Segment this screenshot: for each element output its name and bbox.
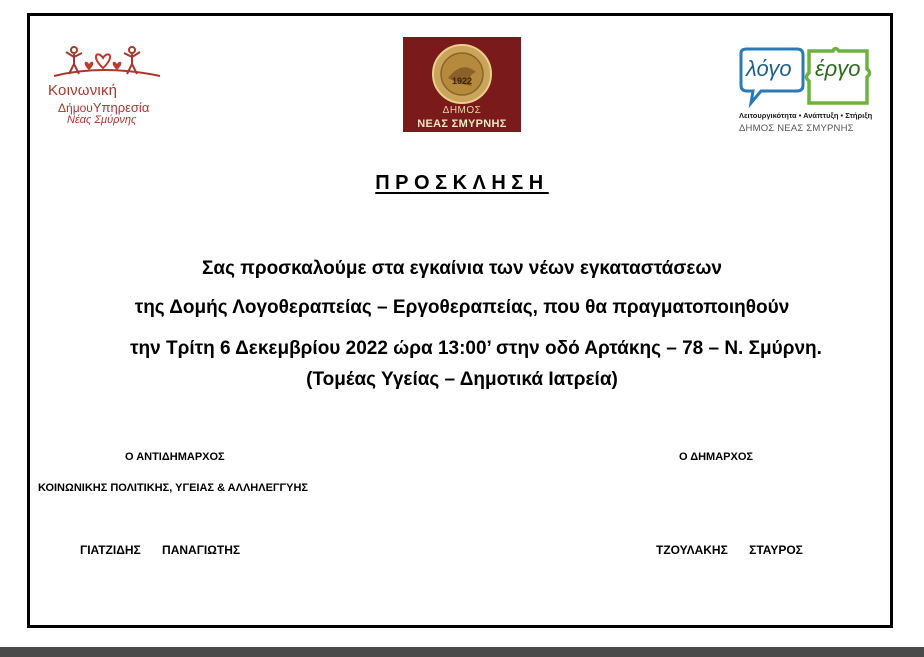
body-line-4: (Τομέας Υγείας – Δημοτικά Ιατρεία) [306, 369, 618, 390]
municipality-logo-line1: ΔΗΜΟΣ [442, 105, 482, 116]
logoergo-word1: λόγο [746, 56, 792, 81]
social-service-logo [42, 44, 174, 128]
vice-mayor-title: Ο ΑΝΤΙΔΗΜΑΡΧΟΣ [125, 451, 225, 463]
people-hearts-icon [52, 44, 162, 82]
social-logo-line1: Κοινωνική [48, 82, 118, 99]
municipality-logo [403, 37, 521, 132]
seal-year: 1922 [451, 76, 473, 86]
logoergo-logo [735, 47, 875, 139]
body-line-3: την Τρίτη 6 Δεκεμβρίου 2022 ώρα 13:00’ στην οδό Αρτάκης – 78 – Ν. Σμύρνη. [130, 338, 822, 359]
vice-mayor-name: ΓΙΑΤΖΙΔΗΣ ΠΑΝΑΓΙΩΤΗΣ [80, 543, 241, 557]
invitation-title-text: ΠΡΟΣΚΛΗΣΗ [375, 172, 549, 194]
logoergo-tagline: Λειτουργικότητα • Ανάπτυξη • Στήριξη [739, 111, 873, 120]
social-logo-line2-prefix: Δήμου [58, 101, 93, 115]
logoergo-word2: έργο [815, 56, 861, 81]
social-logo-line2 [58, 100, 149, 115]
mayor-title: Ο ΔΗΜΑΡΧΟΣ [679, 451, 753, 463]
municipality-logo-line2: ΝΕΑΣ ΣΜΥΡΝΗΣ [417, 118, 507, 130]
social-logo-line2-main: Υπηρεσία [92, 100, 150, 115]
bottom-bar [0, 647, 924, 657]
social-logo-line3: Νέας Σμύρνης [67, 114, 137, 126]
body-line-1: Σας προσκαλούμε στα εγκαίνια των νέων εγκαταστάσεων [202, 258, 722, 279]
invitation-title [0, 172, 924, 195]
mayor-name: ΤΖΟΥΛΑΚΗΣ ΣΤΑΥΡΟΣ [656, 543, 803, 557]
logoergo-subtitle: ΔΗΜΟΣ ΝΕΑΣ ΣΜΥΡΝΗΣ [739, 123, 854, 134]
vice-mayor-department: ΚΟΙΝΩΝΙΚΗΣ ΠΟΛΙΤΙΚΗΣ, ΥΓΕΙΑΣ & ΑΛΛΗΛΕΓΓΥΗΣ [38, 482, 309, 494]
body-line-2: της Δομής Λογοθεραπείας – Εργοθεραπείας, που θα πραγματοποιηθούν [134, 297, 790, 318]
municipal-seal-icon [428, 42, 496, 106]
